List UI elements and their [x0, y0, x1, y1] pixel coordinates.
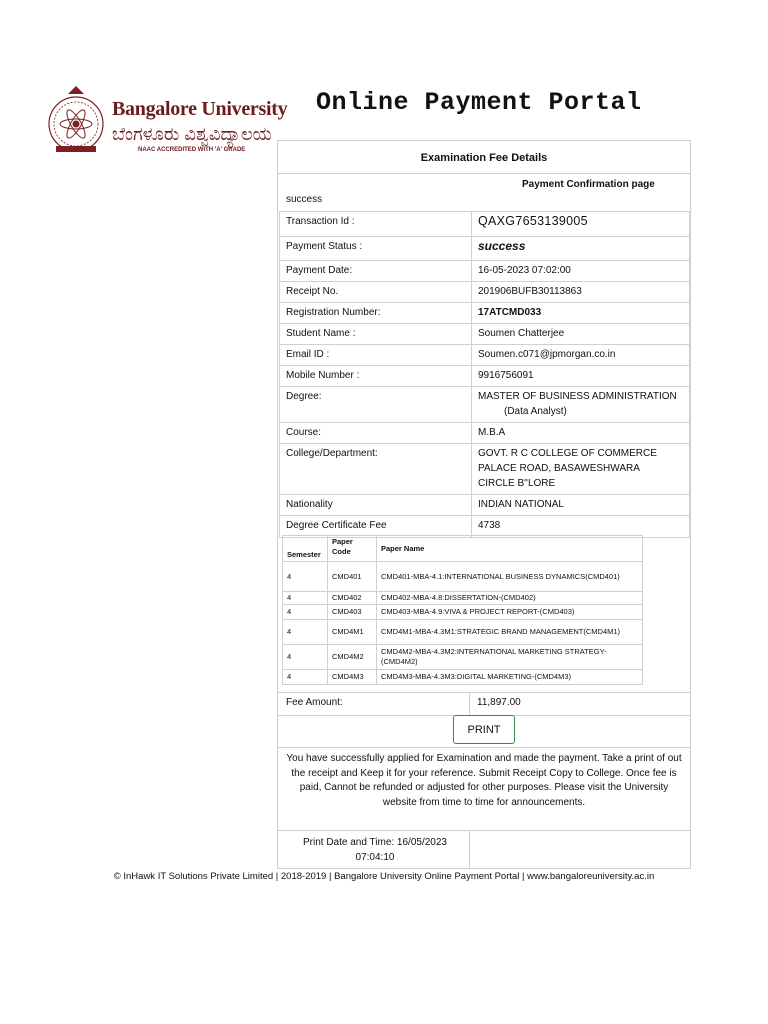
divider: [278, 830, 690, 831]
detail-row: [280, 444, 690, 495]
detail-value: [472, 366, 690, 387]
detail-value-text: MASTER OF BUSINESS ADMINISTRATION: [478, 391, 677, 402]
paper-semester-cell: 4: [283, 670, 328, 685]
divider: [469, 830, 470, 868]
university-name-kannada: ಬೆಂಗಳೂರು ವಿಶ್ವವಿದ್ಯಾಲಯ: [112, 124, 272, 144]
paper-code-cell: CMD403: [328, 605, 377, 620]
detail-value-text: 9916756091: [478, 370, 534, 381]
detail-value: [472, 282, 690, 303]
paper-code-cell: CMD402: [328, 592, 377, 605]
detail-value-text: success: [478, 239, 526, 253]
paper-semester-cell: 4: [283, 562, 328, 592]
paper-name-cell: CMD4M2-MBA-4.3M2:INTERNATIONAL MARKETING STRATEGY-(CMD4M2): [377, 645, 643, 670]
detail-row: [280, 261, 690, 282]
paper-semester-cell: 4: [283, 645, 328, 670]
detail-row: [280, 495, 690, 516]
payment-notice: You have successfully applied for Examination and made the payment. Take a print of out the receipt and Keep it for your reference. Submit Receipt Copy to College. Once fee is paid, Cannot be refunded or adjusted for other purposes. Please visit the University website from time to time for announcements.: [286, 753, 682, 808]
paper-code-header: Paper Code: [328, 536, 377, 562]
detail-row: [280, 237, 690, 261]
detail-label: College/Department:: [280, 444, 472, 495]
paper-row: [283, 645, 643, 670]
detail-label: Student Name :: [280, 324, 472, 345]
fee-amount-value: 11,897.00: [477, 697, 521, 708]
detail-label: Course:: [280, 423, 472, 444]
detail-value: [472, 345, 690, 366]
detail-label: Nationality: [280, 495, 472, 516]
paper-semester-cell: 4: [283, 620, 328, 645]
detail-value: [472, 444, 690, 495]
paper-name-header: Paper Name: [377, 536, 643, 562]
paper-code-cell: CMD401: [328, 562, 377, 592]
page-title: Online Payment Portal: [316, 88, 642, 117]
paper-semester-cell: 4: [283, 592, 328, 605]
detail-value-text: (Data Analyst): [504, 406, 567, 417]
detail-label: Mobile Number :: [280, 366, 472, 387]
detail-row: [280, 212, 690, 237]
paper-code-cell: CMD4M1: [328, 620, 377, 645]
print-button[interactable]: PRINT: [453, 715, 515, 744]
divider: [278, 692, 690, 693]
divider: [278, 173, 690, 174]
detail-row: [280, 366, 690, 387]
paper-row: [283, 670, 643, 685]
paper-name-cell: CMD401-MBA-4.1:INTERNATIONAL BUSINESS DYNAMICS(CMD401): [377, 562, 643, 592]
paper-row: [283, 605, 643, 620]
divider: [278, 747, 690, 748]
detail-label: Transaction Id :: [280, 212, 472, 237]
divider: [469, 692, 470, 715]
detail-value-text: CIRCLE B''LORE: [478, 478, 556, 489]
detail-label: Receipt No.: [280, 282, 472, 303]
status-note: success: [286, 194, 323, 205]
detail-label: Degree:: [280, 387, 472, 423]
emblem-icon: [49, 86, 103, 152]
detail-value: [472, 237, 690, 261]
page-footer: © InHawk IT Solutions Private Limited | 2018-2019 | Bangalore University Online Payment Portal | www.bangaloreuniversity.ac.in: [113, 871, 655, 882]
detail-value-text: 4738: [478, 520, 501, 531]
semester-header: Semester: [283, 536, 328, 562]
detail-value-text: 17ATCMD033: [478, 307, 542, 318]
paper-name-cell: CMD402-MBA-4.8:DISSERTATION-(CMD402): [377, 592, 643, 605]
paper-semester-cell: 4: [283, 605, 328, 620]
detail-label: Payment Status :: [280, 237, 472, 261]
detail-value-text: QAXG7653139005: [478, 214, 588, 228]
detail-value-text: 16-05-2023 07:02:00: [478, 265, 571, 276]
detail-value-text: INDIAN NATIONAL: [478, 499, 564, 510]
accreditation-text: NAAC ACCREDITED WITH 'A' GRADE: [138, 147, 246, 153]
paper-code-cell: CMD4M3: [328, 670, 377, 685]
confirmation-label: Payment Confirmation page: [522, 179, 655, 190]
detail-label: Registration Number:: [280, 303, 472, 324]
detail-value: [472, 324, 690, 345]
paper-row: [283, 592, 643, 605]
detail-label: Email ID :: [280, 345, 472, 366]
detail-row: [280, 282, 690, 303]
section-title: Examination Fee Details: [420, 152, 548, 164]
detail-row: [280, 324, 690, 345]
print-date-time: Print Date and Time: 16/05/2023 07:04:10: [303, 837, 447, 863]
paper-name-cell: CMD4M3-MBA-4.3M3:DIGITAL MARKETING-(CMD4M3): [377, 670, 643, 685]
paper-name-cell: CMD4M1-MBA-4.3M1:STRATEGIC BRAND MANAGEMENT(CMD4M1): [377, 620, 643, 645]
detail-row: [280, 303, 690, 324]
detail-value-text: M.B.A: [478, 427, 506, 438]
detail-value: [472, 303, 690, 324]
paper-row: [283, 620, 643, 645]
detail-row: [280, 345, 690, 366]
detail-label: Payment Date:: [280, 261, 472, 282]
detail-value-text: PALACE ROAD, BASAWESHWARA: [478, 463, 640, 474]
paper-row: [283, 562, 643, 592]
detail-value: [472, 495, 690, 516]
university-name: Bangalore University: [112, 98, 288, 120]
detail-value-text: Soumen.c071@jpmorgan.co.in: [478, 349, 616, 360]
paper-name-cell: CMD403-MBA-4.9:VIVA & PROJECT REPORT-(CMD403): [377, 605, 643, 620]
detail-value-text: 201906BUFB30113863: [478, 286, 582, 297]
fee-amount-label: Fee Amount:: [286, 697, 343, 708]
detail-value: [472, 423, 690, 444]
papers-table: [282, 535, 643, 685]
detail-value: [472, 387, 690, 423]
detail-row: [280, 387, 690, 423]
detail-value-text: Soumen Chatterjee: [478, 328, 565, 339]
detail-value: [472, 261, 690, 282]
paper-code-cell: CMD4M2: [328, 645, 377, 670]
detail-row: [280, 423, 690, 444]
detail-value: [472, 212, 690, 237]
details-table: [279, 211, 690, 538]
detail-value-text: GOVT. R C COLLEGE OF COMMERCE: [478, 448, 657, 459]
detail-label: Degree Certificate Fee: [280, 516, 472, 538]
